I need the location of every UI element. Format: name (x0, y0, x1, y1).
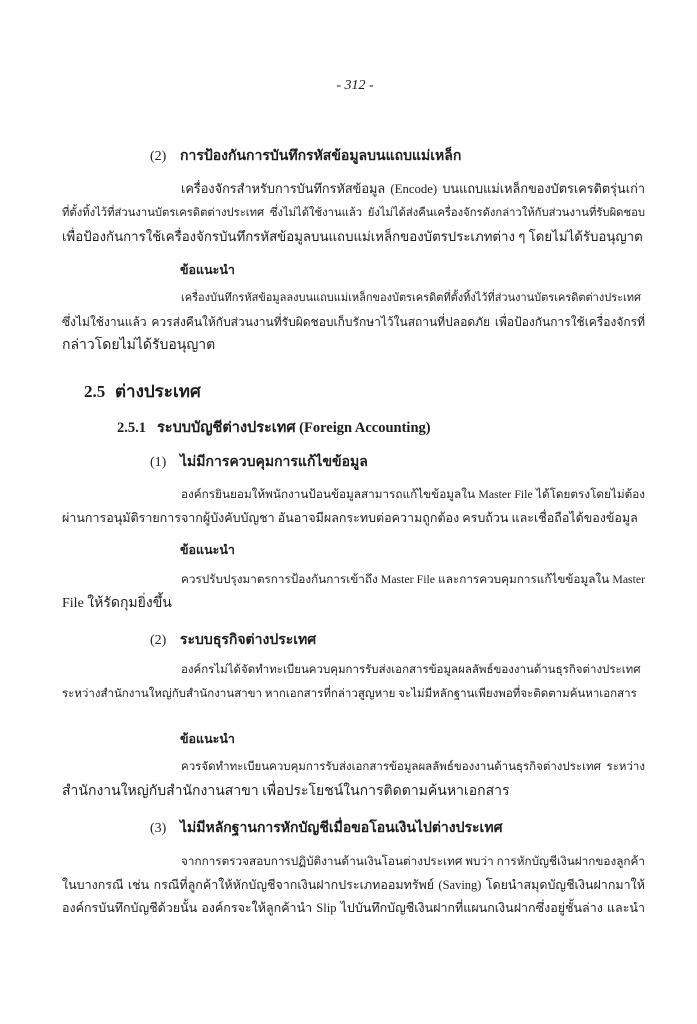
recommendation-line: กล่าวโดยไม่ได้รับอนุญาต (62, 338, 216, 354)
section-heading (84, 379, 645, 405)
section-title: ต่างประเทศ (115, 382, 201, 401)
item-title: ระบบธุรกิจต่างประเทศ (180, 633, 317, 648)
finding-paragraph (62, 659, 645, 706)
item-number: (3) (150, 821, 167, 836)
finding-paragraph (62, 850, 645, 921)
recommendation-label: ข้อแนะนำ (180, 263, 235, 277)
section-number: 2.5 (84, 382, 106, 401)
finding-line: เครื่องจักรสำหรับการบันทึกรหัสข้อมูล (Encode) บนแถบแม่เหล็กของบัตรเครดิตรุ่นเก่า (181, 182, 645, 196)
recommendation-line: ซึ่งไม่ใช้งานแล้ว ควรส่งคืนให้กับส่วนงานที่รับผิดชอบเก็บรักษาไว้ในสถานที่ปลอดภัย เพื่อป้องกันการใช้เครื่องจักรที่ (62, 314, 645, 329)
item-number: (2) (150, 149, 167, 164)
recommendation-paragraph (62, 287, 645, 358)
item-heading-3 (150, 817, 645, 841)
finding-paragraph (62, 178, 645, 249)
finding-line: องค์กรบันทึกบัญชีด้วยนั้น องค์กรจะให้ลูกค้านำ Slip ไปบันทึกบัญชีเงินฝากที่แผนกเงินฝากซึ่งอยู่ชั้นล่าง และนำ (62, 901, 645, 916)
item-title: การป้องกันการบันทึกรหัสข้อมูลบนแถบแม่เหล็ก (180, 149, 462, 164)
recommendation-line: เครื่องบันทึกรหัสข้อมูลลงบนแถบแม่เหล็กของบัตรเครดิตที่ตั้งทิ้งไว้ที่ส่วนงานบัตรเครดิตต่างประเทศ (181, 292, 642, 304)
finding-line: เพื่อป้องกันการใช้เครื่องจักรบันทึกรหัสข้อมูลบนแถบแม่เหล็กของบัตรประเภทต่าง ๆ โดยไม่ได้รับอนุญาต (62, 229, 643, 245)
item-title: ไม่มีหลักฐานการหักบัญชีเมื่อขอโอนเงินไปต่างประเทศ (180, 821, 503, 836)
recommendation-line: ควรปรับปรุงมาตรการป้องกันการเข้าถึง Master File และการควบคุมการแก้ไขข้อมูลใน Master (181, 573, 645, 586)
recommendation-line: File ให้รัดกุมยิ่งขึ้น (62, 595, 172, 611)
finding-line: ผ่านการอนุมัติรายการจากผู้บังคับบัญชา อันอาจมีผลกระทบต่อความถูกต้อง ครบถ้วน และเชื่อถือได้ของข้อมูล (62, 510, 638, 525)
finding-line: องค์กรไม่ได้จัดทำทะเบียนควบคุมการรับส่งเอกสารข้อมูลผลลัพธ์ของงานด้านธุรกิจต่างประเทศ (181, 664, 641, 676)
finding-line: ที่ตั้งทิ้งไว้ที่ส่วนงานบัตรเครดิตต่างประเทศ ซึ่งไม่ได้ใช้งานแล้ว ยังไม่ได้ส่งคืนเครื่องจักรดังกล่าวให้กับส่วนงานที่รับผิดชอบ (62, 206, 645, 219)
recommendation-label: ข้อแนะนำ (180, 732, 235, 746)
finding-line: องค์กรยินยอมให้พนักงานป้อนข้อมูลสามารถแก้ไขข้อมูลใน Master File ได้โดยตรงโดยไม่ต้อง (181, 488, 645, 501)
item-heading-1 (150, 451, 645, 475)
finding-line: ระหว่างสำนักงานใหญ่กับสำนักงานสาขา หากเอกสารที่กล่าวสูญหาย จะไม่มีหลักฐานเพียงพอที่จะติดตามค้นหาเอกสาร (62, 687, 637, 700)
item-title: ไม่มีการควบคุมการแก้ไขข้อมูล (180, 455, 368, 470)
recommendation-line: สำนักงานใหญ่กับสำนักงานสาขา เพื่อประโยชน์ในการติดตามค้นหาเอกสาร (62, 783, 510, 799)
recommendation-label: ข้อแนะนำ (180, 543, 235, 557)
finding-paragraph (62, 483, 645, 530)
recommendation-paragraph (62, 756, 645, 803)
item-number: (1) (150, 455, 167, 470)
recommendation-line: ควรจัดทำทะเบียนควบคุมการรับส่งเอกสารข้อมูลผลลัพธ์ของงานด้านธุรกิจต่างประเทศ ระหว่าง (181, 761, 645, 773)
finding-line: ในบางกรณี เช่น กรณีที่ลูกค้าให้หักบัญชีจากเงินฝากประเภทออมทรัพย์ (Saving) โดยนำสมุดบัญชีเงินฝากมาให้ (62, 877, 645, 892)
item-number: (2) (150, 633, 167, 648)
subsection-heading (117, 416, 645, 440)
page-number: - 312 - (336, 78, 374, 93)
finding-line: จากการตรวจสอบการปฏิบัติงานด้านเงินโอนต่างประเทศ พบว่า การหักบัญชีเงินฝากของลูกค้า (181, 855, 645, 868)
item-heading-encode (150, 145, 645, 169)
subsection-number: 2.5.1 (117, 420, 146, 436)
subsection-title: ระบบบัญชีต่างประเทศ (Foreign Accounting) (157, 420, 431, 436)
recommendation-paragraph (62, 568, 645, 615)
item-heading-2 (150, 629, 645, 653)
